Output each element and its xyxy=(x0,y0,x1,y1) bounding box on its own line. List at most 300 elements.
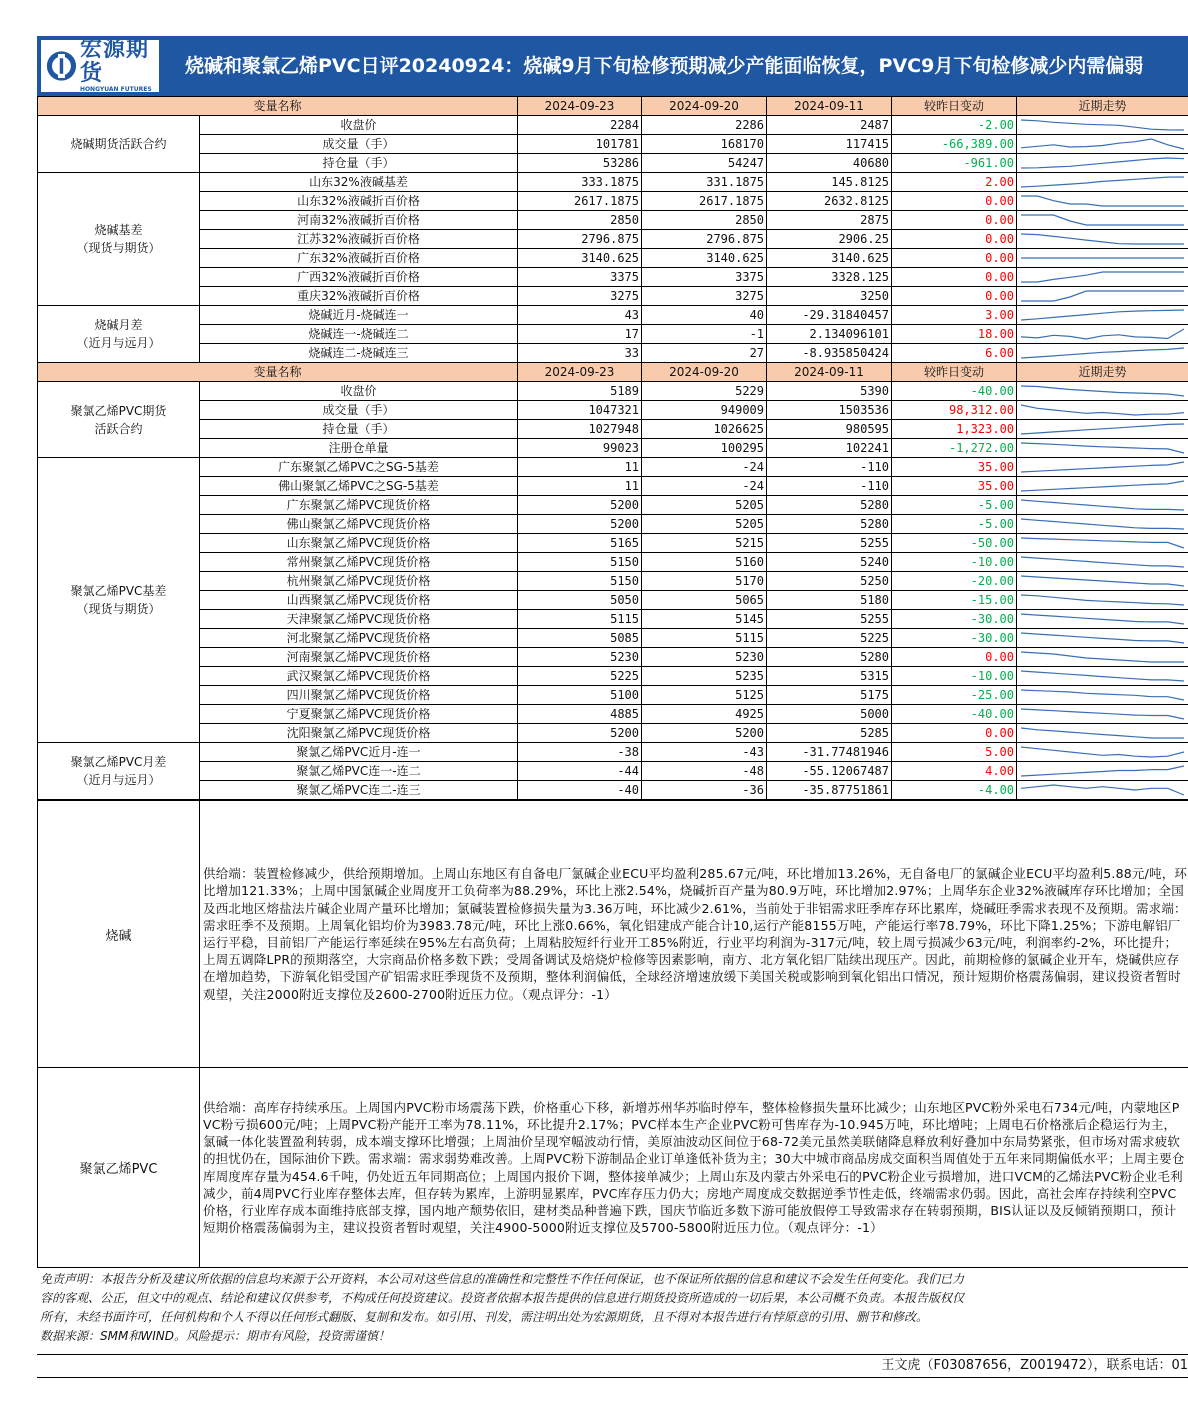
value-date-1: 5100 xyxy=(518,686,642,705)
value-date-1: 5200 xyxy=(518,515,642,534)
sparkline-path xyxy=(1021,500,1184,510)
daily-change: -2.00 xyxy=(892,116,1017,135)
header-date-1: 2024-09-23 xyxy=(518,97,642,116)
daily-change: -25.00 xyxy=(892,686,1017,705)
variable-name: 收盘价 xyxy=(200,382,518,401)
trend-sparkline xyxy=(1017,686,1188,704)
trend-cell xyxy=(1017,553,1188,572)
sparkline-path xyxy=(1021,196,1184,206)
trend-cell xyxy=(1017,306,1188,325)
sparkline-path xyxy=(1021,709,1184,719)
header-change: 较昨日变动 xyxy=(892,97,1017,116)
author-contact: 王文虎（F03087656，Z0019472），联系电话：01 xyxy=(37,1354,1188,1378)
trend-sparkline xyxy=(1017,268,1188,286)
sparkline-path xyxy=(1021,557,1184,567)
trend-sparkline xyxy=(1017,477,1188,495)
sparkline-path xyxy=(1021,177,1184,187)
sparkline-path xyxy=(1021,348,1184,358)
commentary-row-caustic xyxy=(38,801,1188,1068)
value-date-2: 5205 xyxy=(642,496,767,515)
sparkline-path xyxy=(1021,386,1184,396)
commentary-text: 供给端：装置检修减少，供给预期增加。上周山东地区有自备电厂氯碱企业ECU平均盈利285.67元/吨，环比增加13.26%，无自备电厂的氯碱企业ECU平均盈利5.88元/吨，环比增加121.33%；上周中国氯碱企业周度开工负荷率为88.29%，环比上涨2.54%，烧碱折百产量为80.9万吨，环比增加2.97%；上周华东企业32%液碱库存环比增加；全国及西北地区熔盐法片碱企业周产量环比增加；氯碱装置检修损失量为3.36万吨，环比减少2.61%，当前处于非铝需求旺季库存环比累库，烧碱旺季需求表现不及预期。需求端：需求旺季不及预期。上周氧化铝均价为3983.78元/吨，环比上涨0.66%，氧化铝建成产能合计10,运行产能8155万吨，产能运行率78.79%，环比下降1.25%；下游电解铝厂运行平稳，目前铝厂产能运行率延续在95%左右高负荷；上周粘胶短纤行业开工85%附近，行业平均利润为-317元/吨，较上周亏损减少63元/吨，利润率约-2%，环比提升；上周五调降LPR的预期落空，大宗商品价格多数下跌；受周备调试及焙烧炉检修等因素影响，南方、北方氧化铝厂陆续出现压产。因此，前期检修的氯碱企业开车，烧碱供应存在增加趋势，下游氧化铝受国产矿铝需求旺季现货不及预期，整体利润偏低，全球经济增速放缓下美国关税或影响到氧化铝出口情况，预计短期价格震荡偏弱，建议投资者暂时观望，关注2000附近支撑位及2600-2700附近压力位。（观点评分：-1） xyxy=(200,801,1188,1068)
variable-name: 常州聚氯乙烯PVC现货价格 xyxy=(200,553,518,572)
trend-cell xyxy=(1017,743,1188,762)
table-row xyxy=(38,496,1188,515)
trend-sparkline xyxy=(1017,667,1188,685)
header-change: 较昨日变动 xyxy=(892,363,1017,382)
sparkline-path xyxy=(1021,595,1184,605)
commentary-label: 烧碱 xyxy=(38,801,200,1068)
header-date-2: 2024-09-20 xyxy=(642,363,767,382)
trend-cell xyxy=(1017,154,1188,173)
variable-name: 山西聚氯乙烯PVC现货价格 xyxy=(200,591,518,610)
value-date-2: 5170 xyxy=(642,572,767,591)
table-row xyxy=(38,477,1188,496)
trend-cell xyxy=(1017,192,1188,211)
daily-change: -40.00 xyxy=(892,382,1017,401)
table-row xyxy=(38,515,1188,534)
value-date-2: 949009 xyxy=(642,401,767,420)
trend-cell xyxy=(1017,325,1188,344)
daily-change: -40.00 xyxy=(892,705,1017,724)
variable-name: 四川聚氯乙烯PVC现货价格 xyxy=(200,686,518,705)
table-row xyxy=(38,534,1188,553)
trend-cell xyxy=(1017,268,1188,287)
variable-name: 山东聚氯乙烯PVC现货价格 xyxy=(200,534,518,553)
group-label xyxy=(38,743,200,800)
value-date-2: 168170 xyxy=(642,135,767,154)
table-row xyxy=(38,553,1188,572)
group-label-line: （近月与远月） xyxy=(76,773,161,787)
value-date-1: 5150 xyxy=(518,572,642,591)
value-date-2: 5145 xyxy=(642,610,767,629)
sparkline-path xyxy=(1021,272,1184,282)
value-date-1: 3275 xyxy=(518,287,642,306)
variable-name: 注册仓单量 xyxy=(200,439,518,458)
group-label-line: 聚氯乙烯PVC月差 xyxy=(70,755,167,769)
table-row xyxy=(38,344,1188,363)
variable-name: 杭州聚氯乙烯PVC现货价格 xyxy=(200,572,518,591)
value-date-2: 1026625 xyxy=(642,420,767,439)
value-date-3: 5285 xyxy=(767,724,892,743)
table-row xyxy=(38,686,1188,705)
trend-cell xyxy=(1017,116,1188,135)
value-date-3: 5280 xyxy=(767,496,892,515)
value-date-3: 5000 xyxy=(767,705,892,724)
daily-change: -30.00 xyxy=(892,610,1017,629)
trend-cell xyxy=(1017,401,1188,420)
trend-sparkline xyxy=(1017,154,1188,172)
daily-change: -961.00 xyxy=(892,154,1017,173)
group-label-line: 活跃合约 xyxy=(94,421,143,436)
value-date-2: 3375 xyxy=(642,268,767,287)
value-date-1: 11 xyxy=(518,458,642,477)
value-date-1: 1027948 xyxy=(518,420,642,439)
value-date-3: 1503536 xyxy=(767,401,892,420)
daily-change: -4.00 xyxy=(892,781,1017,800)
trend-sparkline xyxy=(1017,534,1188,552)
sparkline-path xyxy=(1021,614,1184,624)
value-date-2: 2850 xyxy=(642,211,767,230)
trend-cell xyxy=(1017,439,1188,458)
sparkline-path xyxy=(1021,671,1184,681)
daily-change: 0.00 xyxy=(892,192,1017,211)
value-date-3: 5390 xyxy=(767,382,892,401)
commentary-text: 供给端：高库存持续承压。上周国内PVC粉市场震荡下跌，价格重心下移，新增苏州华苏临时停车，整体检修损失量环比减少；山东地区PVC粉外采电石734元/吨，内蒙地区PVC粉亏损600元/吨；上周PVC粉产能开工率为78.11%，环比提升2.17%；PVC样本生产企业PVC粉可售库存为-10.945万吨，环比增吨；上周电石价格涨后企稳运行为主，氯碱一体化装置盈利转弱，成本端支撑环比增强；上周油价呈现窄幅波动行情，美原油波动区间位于68-72美元虽然美联储降息释放利好叠加中东局势紧张，但市场对需求疲软的担忧仍在，国际油价下跌。需求端：需求弱势难改善。上周PVC粉下游制品企业订单逢低补货为主；30大中城市商品房成交面积当周值处于五年来同期偏低水平；上周主要仓库周度库存量为454.6千吨，仍处近五年同期高位；上周国内报价下调，整体接单减少；上周山东及内蒙古外采电石的PVC粉企业亏损增加，进口VCM的乙烯法PVC粉企业毛利减少，前4周PVC行业库存整体去库，但存转为累库，上游明显累库，PVC库存压力仍大；房地产周度成交数据逆季节性走低，终端需求仍弱。因此，高社会库存持续利空PVC价格，行业库存成本面维持底部支撑，国内地产颓势依旧，建材类品种普遍下跌，国庆节临近多数下游可能放假停工导致需求存在转弱预期，BIS认证以及反倾销预期口，预计短期价格震荡偏弱为主，建议投资者暂时观望，关注4900-5000附近支撑位及5700-5800附近压力位。（观点评分：-1） xyxy=(200,1068,1188,1268)
variable-name: 持仓量（手） xyxy=(200,154,518,173)
variable-name: 广西32%液碱折百价格 xyxy=(200,268,518,287)
value-date-1: -44 xyxy=(518,762,642,781)
value-date-3: 117415 xyxy=(767,135,892,154)
value-date-3: -35.87751861 xyxy=(767,781,892,800)
disclaimer-line: 容的客观、公正，但文中的观点、结论和建议仅供参考，不构成任何投资建议。投资者依据本报告提供的信息进行期货投资所造成的一切后果，本公司概不负责。本报告版权仅 xyxy=(40,1291,965,1305)
group-label-line: （现货与期货） xyxy=(76,241,161,255)
value-date-3: 5255 xyxy=(767,534,892,553)
value-date-2: -48 xyxy=(642,762,767,781)
table-row xyxy=(38,743,1188,762)
group-label xyxy=(38,116,200,173)
variable-name: 武汉聚氯乙烯PVC现货价格 xyxy=(200,667,518,686)
table-header-row xyxy=(38,97,1188,116)
daily-change: 4.00 xyxy=(892,762,1017,781)
value-date-1: 11 xyxy=(518,477,642,496)
value-date-3: 5240 xyxy=(767,553,892,572)
group-label-line: 烧碱月差 xyxy=(94,318,143,332)
variable-name: 天津聚氯乙烯PVC现货价格 xyxy=(200,610,518,629)
value-date-3: 3250 xyxy=(767,287,892,306)
value-date-3: 980595 xyxy=(767,420,892,439)
value-date-3: 5250 xyxy=(767,572,892,591)
trend-cell xyxy=(1017,572,1188,591)
sparkline-path xyxy=(1021,234,1184,244)
value-date-1: 5150 xyxy=(518,553,642,572)
table-row xyxy=(38,439,1188,458)
trend-cell xyxy=(1017,724,1188,743)
value-date-2: 3140.625 xyxy=(642,249,767,268)
trend-cell xyxy=(1017,610,1188,629)
value-date-3: 2632.8125 xyxy=(767,192,892,211)
group-label xyxy=(38,458,200,743)
table-row xyxy=(38,116,1188,135)
value-date-1: 5230 xyxy=(518,648,642,667)
value-date-2: 5215 xyxy=(642,534,767,553)
report-footer xyxy=(37,1270,1188,1378)
table-header-row xyxy=(38,363,1188,382)
trend-sparkline xyxy=(1017,515,1188,533)
variable-name: 收盘价 xyxy=(200,116,518,135)
trend-cell xyxy=(1017,781,1188,800)
company-logo xyxy=(41,37,159,93)
daily-change: 0.00 xyxy=(892,724,1017,743)
data-table xyxy=(37,96,1188,800)
value-date-1: 5225 xyxy=(518,667,642,686)
trend-sparkline xyxy=(1017,610,1188,628)
value-date-3: 40680 xyxy=(767,154,892,173)
report-title: 烧碱和聚氯乙烯PVC日评20240924：烧碱9月下旬检修预期减少产能面临恢复，PVC9月下旬检修减少内需偏弱 xyxy=(185,55,1144,77)
value-date-2: 3275 xyxy=(642,287,767,306)
header-date-2: 2024-09-20 xyxy=(642,97,767,116)
trend-sparkline xyxy=(1017,591,1188,609)
value-date-1: 17 xyxy=(518,325,642,344)
group-label xyxy=(38,382,200,458)
value-date-3: 145.8125 xyxy=(767,173,892,192)
value-date-1: 1047321 xyxy=(518,401,642,420)
value-date-2: 5235 xyxy=(642,667,767,686)
trend-sparkline xyxy=(1017,287,1188,305)
value-date-3: 5280 xyxy=(767,515,892,534)
trend-cell xyxy=(1017,249,1188,268)
value-date-1: 5200 xyxy=(518,724,642,743)
value-date-1: 4885 xyxy=(518,705,642,724)
value-date-1: 5050 xyxy=(518,591,642,610)
trend-sparkline xyxy=(1017,401,1188,419)
value-date-2: 100295 xyxy=(642,439,767,458)
variable-name: 宁夏聚氯乙烯PVC现货价格 xyxy=(200,705,518,724)
value-date-1: 333.1875 xyxy=(518,173,642,192)
value-date-2: -1 xyxy=(642,325,767,344)
value-date-1: 101781 xyxy=(518,135,642,154)
sparkline-path xyxy=(1021,652,1184,662)
sparkline-path xyxy=(1021,538,1184,548)
variable-name: 广东32%液碱折百价格 xyxy=(200,249,518,268)
value-date-1: 3140.625 xyxy=(518,249,642,268)
value-date-2: 2796.875 xyxy=(642,230,767,249)
trend-sparkline xyxy=(1017,629,1188,647)
sparkline-path xyxy=(1021,405,1184,415)
sparkline-path xyxy=(1021,120,1184,130)
variable-name: 成交量（手） xyxy=(200,135,518,154)
group-label-line: 聚氯乙烯PVC期货 xyxy=(70,403,167,418)
logo-en-text: HONGYUAN FUTURES xyxy=(79,86,152,93)
variable-name: 山东32%液碱基差 xyxy=(200,173,518,192)
sparkline-path xyxy=(1021,633,1184,643)
value-date-3: 2.134096101 xyxy=(767,325,892,344)
trend-cell xyxy=(1017,382,1188,401)
daily-change: -30.00 xyxy=(892,629,1017,648)
trend-cell xyxy=(1017,762,1188,781)
trend-cell xyxy=(1017,211,1188,230)
trend-cell xyxy=(1017,591,1188,610)
trend-cell xyxy=(1017,686,1188,705)
variable-name: 河北聚氯乙烯PVC现货价格 xyxy=(200,629,518,648)
group-label-line: 烧碱基差 xyxy=(94,223,143,237)
group-label-line: 聚氯乙烯PVC基差 xyxy=(70,584,167,598)
variable-name: 佛山聚氯乙烯PVC之SG-5基差 xyxy=(200,477,518,496)
sparkline-path xyxy=(1021,139,1184,149)
value-date-2: 54247 xyxy=(642,154,767,173)
daily-change: 35.00 xyxy=(892,458,1017,477)
value-date-2: 5229 xyxy=(642,382,767,401)
daily-change: 6.00 xyxy=(892,344,1017,363)
trend-sparkline xyxy=(1017,116,1188,134)
data-source-line: 数据来源：SMM和WIND。风险提示：期市有风险，投资需谨慎！ xyxy=(40,1329,390,1343)
variable-name: 沈阳聚氯乙烯PVC现货价格 xyxy=(200,724,518,743)
value-date-1: 33 xyxy=(518,344,642,363)
daily-change: -50.00 xyxy=(892,534,1017,553)
daily-change: -20.00 xyxy=(892,572,1017,591)
trend-sparkline xyxy=(1017,458,1188,476)
variable-name: 成交量（手） xyxy=(200,401,518,420)
table-row xyxy=(38,306,1188,325)
daily-change: -10.00 xyxy=(892,667,1017,686)
daily-change: 5.00 xyxy=(892,743,1017,762)
value-date-1: 5115 xyxy=(518,610,642,629)
variable-name: 河南聚氯乙烯PVC现货价格 xyxy=(200,648,518,667)
commentary-table xyxy=(37,800,1188,1268)
table-row xyxy=(38,705,1188,724)
disclaimer-line: 所有，未经书面许可，任何机构和个人不得以任何形式翻版、复制和发布。如引用、刊发，需注明出处为宏源期货，且不得对本报告进行有悖原意的引用、删节和修改。 xyxy=(40,1310,929,1324)
value-date-2: 5065 xyxy=(642,591,767,610)
variable-name: 广东聚氯乙烯PVC之SG-5基差 xyxy=(200,458,518,477)
trend-cell xyxy=(1017,420,1188,439)
trend-sparkline xyxy=(1017,724,1188,742)
value-date-3: 3328.125 xyxy=(767,268,892,287)
trend-sparkline xyxy=(1017,192,1188,210)
daily-change: 98,312.00 xyxy=(892,401,1017,420)
trend-sparkline xyxy=(1017,781,1188,799)
value-date-1: 5165 xyxy=(518,534,642,553)
value-date-1: 99023 xyxy=(518,439,642,458)
daily-change: 0.00 xyxy=(892,230,1017,249)
variable-name: 聚氯乙烯PVC连二-连三 xyxy=(200,781,518,800)
sparkline-path xyxy=(1021,728,1184,738)
table-row xyxy=(38,458,1188,477)
variable-name: 烧碱连二-烧碱连三 xyxy=(200,344,518,363)
sparkline-path xyxy=(1021,443,1184,453)
value-date-3: 5255 xyxy=(767,610,892,629)
value-date-2: 2617.1875 xyxy=(642,192,767,211)
sparkline-path xyxy=(1021,462,1184,472)
daily-change: 1,323.00 xyxy=(892,420,1017,439)
trend-cell xyxy=(1017,534,1188,553)
trend-sparkline xyxy=(1017,553,1188,571)
value-date-2: 5230 xyxy=(642,648,767,667)
value-date-2: 5160 xyxy=(642,553,767,572)
value-date-1: 5085 xyxy=(518,629,642,648)
value-date-3: 5315 xyxy=(767,667,892,686)
sparkline-path xyxy=(1021,519,1184,529)
variable-name: 烧碱近月-烧碱连一 xyxy=(200,306,518,325)
disclaimer-line: 免责声明：本报告分析及建议所依据的信息均来源于公开资料，本公司对这些信息的准确性和完整性不作任何保证，也不保证所依据的信息和建议不会发生任何变化。我们已力 xyxy=(40,1272,965,1286)
value-date-1: 53286 xyxy=(518,154,642,173)
header-var-name: 变量名称 xyxy=(38,363,518,382)
sparkline-path xyxy=(1021,481,1184,491)
value-date-3: 3140.625 xyxy=(767,249,892,268)
value-date-2: 5125 xyxy=(642,686,767,705)
trend-cell xyxy=(1017,344,1188,363)
report-sheet xyxy=(37,36,1188,1268)
daily-change: 35.00 xyxy=(892,477,1017,496)
group-label xyxy=(38,306,200,363)
table-row xyxy=(38,135,1188,154)
table-row xyxy=(38,610,1188,629)
table-row xyxy=(38,249,1188,268)
value-date-1: 2284 xyxy=(518,116,642,135)
value-date-2: 27 xyxy=(642,344,767,363)
daily-change: -15.00 xyxy=(892,591,1017,610)
value-date-3: -110 xyxy=(767,477,892,496)
trend-sparkline xyxy=(1017,572,1188,590)
trend-sparkline xyxy=(1017,306,1188,324)
trend-sparkline xyxy=(1017,344,1188,362)
trend-sparkline xyxy=(1017,420,1188,438)
trend-cell xyxy=(1017,629,1188,648)
variable-name: 佛山聚氯乙烯PVC现货价格 xyxy=(200,515,518,534)
sparkline-path xyxy=(1021,291,1184,301)
value-date-2: 5115 xyxy=(642,629,767,648)
group-label xyxy=(38,173,200,306)
trend-cell xyxy=(1017,287,1188,306)
table-row xyxy=(38,724,1188,743)
value-date-2: 2286 xyxy=(642,116,767,135)
sparkline-path xyxy=(1021,424,1184,434)
table-row xyxy=(38,325,1188,344)
report-banner xyxy=(37,36,1188,96)
value-date-2: 5205 xyxy=(642,515,767,534)
trend-sparkline xyxy=(1017,762,1188,780)
sparkline-path xyxy=(1021,785,1184,795)
trend-sparkline xyxy=(1017,439,1188,457)
trend-cell xyxy=(1017,515,1188,534)
value-date-1: 3375 xyxy=(518,268,642,287)
value-date-3: 5225 xyxy=(767,629,892,648)
table-row xyxy=(38,420,1188,439)
value-date-3: 2906.25 xyxy=(767,230,892,249)
daily-change: 0.00 xyxy=(892,287,1017,306)
table-row xyxy=(38,211,1188,230)
value-date-1: 2850 xyxy=(518,211,642,230)
variable-name: 山东32%液碱折百价格 xyxy=(200,192,518,211)
table-row xyxy=(38,629,1188,648)
trend-cell xyxy=(1017,230,1188,249)
table-row xyxy=(38,173,1188,192)
table-row xyxy=(38,154,1188,173)
value-date-2: 40 xyxy=(642,306,767,325)
table-row xyxy=(38,230,1188,249)
value-date-3: -31.77481946 xyxy=(767,743,892,762)
value-date-3: 5180 xyxy=(767,591,892,610)
value-date-3: -55.12067487 xyxy=(767,762,892,781)
table-row xyxy=(38,762,1188,781)
logo-cn-text: 宏源期货 xyxy=(79,37,149,86)
trend-cell xyxy=(1017,477,1188,496)
value-date-1: 5200 xyxy=(518,496,642,515)
value-date-3: 2875 xyxy=(767,211,892,230)
table-row xyxy=(38,591,1188,610)
table-row xyxy=(38,382,1188,401)
header-var-name: 变量名称 xyxy=(38,97,518,116)
value-date-3: -29.31840457 xyxy=(767,306,892,325)
sparkline-path xyxy=(1021,747,1184,757)
table-row xyxy=(38,667,1188,686)
trend-cell xyxy=(1017,173,1188,192)
table-row xyxy=(38,268,1188,287)
daily-change: 2.00 xyxy=(892,173,1017,192)
sparkline-path xyxy=(1021,310,1184,320)
header-trend: 近期走势 xyxy=(1017,97,1188,116)
value-date-2: 331.1875 xyxy=(642,173,767,192)
trend-sparkline xyxy=(1017,135,1188,153)
trend-sparkline xyxy=(1017,230,1188,248)
hongyuan-logo-icon xyxy=(46,48,77,84)
variable-name: 烧碱连一-烧碱连二 xyxy=(200,325,518,344)
sparkline-path xyxy=(1021,576,1184,586)
daily-change: -5.00 xyxy=(892,496,1017,515)
table-row xyxy=(38,648,1188,667)
value-date-1: -40 xyxy=(518,781,642,800)
daily-change: -66,389.00 xyxy=(892,135,1017,154)
daily-change: -1,272.00 xyxy=(892,439,1017,458)
